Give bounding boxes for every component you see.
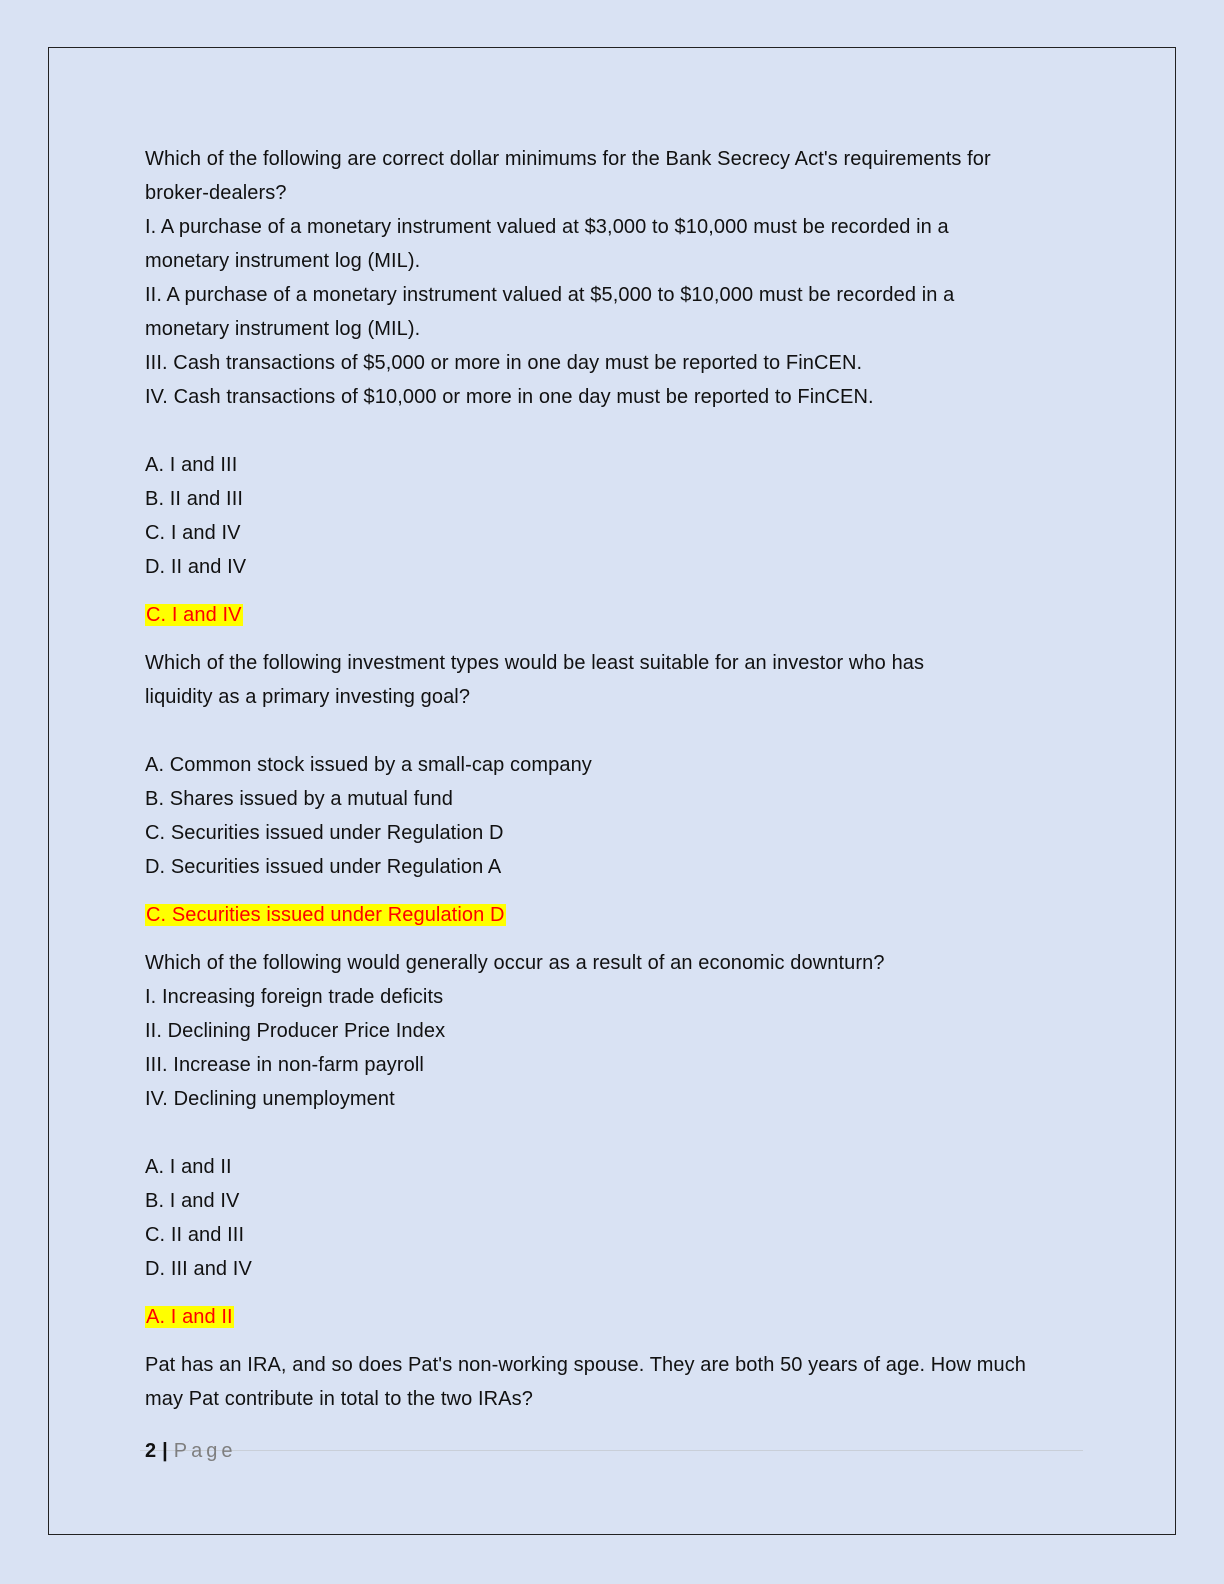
question-1-stem-line: Which of the following are correct dollar minimums for the Bank Secrecy Act's requirements for [145, 148, 991, 170]
footer-separator: | [162, 1440, 168, 1462]
page-number: 2 [145, 1440, 157, 1462]
spacer [145, 714, 1095, 748]
question-3-option: C. II and III [145, 1224, 245, 1246]
question-3-option: B. I and IV [145, 1190, 240, 1212]
question-3-option: D. III and IV [145, 1258, 252, 1280]
question-1-answer-line [145, 598, 1095, 632]
question-3-stem-line: III. Increase in non-farm payroll [145, 1054, 424, 1076]
question-1-stem-line: I. A purchase of a monetary instrument valued at $3,000 to $10,000 must be recorded in a [145, 216, 949, 238]
question-2-option: A. Common stock issued by a small-cap company [145, 754, 592, 776]
question-2-option: B. Shares issued by a mutual fund [145, 788, 453, 810]
question-1-option: C. I and IV [145, 522, 241, 544]
spacer [145, 414, 1095, 448]
question-1-option: A. I and III [145, 454, 238, 476]
question-3-stem-line: II. Declining Producer Price Index [145, 1020, 446, 1042]
question-4-stem-line: Pat has an IRA, and so does Pat's non-working spouse. They are both 50 years of age. How much [145, 1354, 1027, 1376]
question-3-option: A. I and II [145, 1156, 232, 1178]
question-1 [145, 142, 1095, 632]
question-2-option: D. Securities issued under Regulation A [145, 856, 502, 878]
question-2 [145, 646, 1095, 932]
footer-divider [140, 1450, 1083, 1451]
question-1-stem-line: broker-dealers? [145, 182, 287, 204]
question-2-answer: C. Securities issued under Regulation D [146, 904, 505, 926]
question-1-stem-line: monetary instrument log (MIL). [145, 250, 421, 272]
page-footer [145, 1440, 236, 1463]
question-4-stem-line: may Pat contribute in total to the two IRAs? [145, 1388, 533, 1410]
question-3 [145, 946, 1095, 1334]
question-2-answer-line [145, 898, 1095, 932]
spacer [145, 1116, 1095, 1150]
question-3-stem-line: IV. Declining unemployment [145, 1088, 395, 1110]
question-3-stem-line: Which of the following would generally occur as a result of an economic downturn? [145, 952, 885, 974]
question-1-stem-line: III. Cash transactions of $5,000 or more in one day must be reported to FinCEN. [145, 352, 863, 374]
question-1-stem-line: II. A purchase of a monetary instrument valued at $5,000 to $10,000 must be recorded in a [145, 284, 955, 306]
question-1-stem-line: monetary instrument log (MIL). [145, 318, 421, 340]
question-3-answer: A. I and II [146, 1306, 233, 1328]
page-label: Page [173, 1440, 237, 1462]
question-1-option: D. II and IV [145, 556, 247, 578]
question-3-answer-line [145, 1300, 1095, 1334]
question-4 [145, 1348, 1095, 1416]
question-1-answer: C. I and IV [146, 604, 242, 626]
document-body [145, 142, 1095, 1416]
question-3-stem-line: I. Increasing foreign trade deficits [145, 986, 444, 1008]
question-2-stem-line: liquidity as a primary investing goal? [145, 686, 471, 708]
question-1-option: B. II and III [145, 488, 244, 510]
question-2-option: C. Securities issued under Regulation D [145, 822, 504, 844]
question-2-stem-line: Which of the following investment types would be least suitable for an investor who has [145, 652, 925, 674]
question-1-stem-line: IV. Cash transactions of $10,000 or more in one day must be reported to FinCEN. [145, 386, 874, 408]
